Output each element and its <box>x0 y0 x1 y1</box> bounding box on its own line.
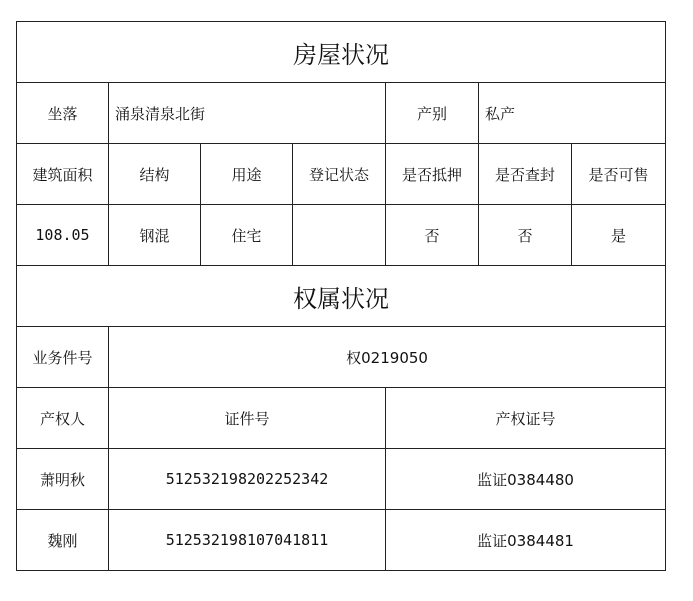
owner-id-number: 512532198202252342 <box>109 449 386 510</box>
header-certificate-number: 产权证号 <box>386 388 666 449</box>
owner-row <box>17 449 666 510</box>
structure-value: 钢混 <box>109 205 201 266</box>
floor-area-value: 108.05 <box>17 205 109 266</box>
owner-id-number: 512532198107041811 <box>109 510 386 571</box>
ownership-type-value: 私产 <box>479 83 666 144</box>
header-owner: 产权人 <box>17 388 109 449</box>
location-value: 涌泉清泉北街 <box>109 83 386 144</box>
usage-value: 住宅 <box>201 205 293 266</box>
location-row <box>17 83 666 144</box>
header-for-sale: 是否可售 <box>572 144 666 205</box>
header-floor-area: 建筑面积 <box>17 144 109 205</box>
owner-header-row <box>17 388 666 449</box>
house-section-title-row <box>17 22 666 83</box>
registration-status-value <box>293 205 386 266</box>
mortgaged-value: 否 <box>386 205 479 266</box>
owner-name: 魏刚 <box>17 510 109 571</box>
header-mortgaged: 是否抵押 <box>386 144 479 205</box>
owner-row <box>17 510 666 571</box>
rights-section-title-row <box>17 266 666 327</box>
house-header-row <box>17 144 666 205</box>
header-id-number: 证件号 <box>109 388 386 449</box>
for-sale-value: 是 <box>572 205 666 266</box>
rights-section-title: 权属状况 <box>17 266 666 327</box>
location-label: 坐落 <box>17 83 109 144</box>
house-section-title: 房屋状况 <box>17 22 666 83</box>
house-values-row <box>17 205 666 266</box>
business-number-value: 权0219050 <box>109 327 666 388</box>
business-number-row <box>17 327 666 388</box>
seized-value: 否 <box>479 205 572 266</box>
header-structure: 结构 <box>109 144 201 205</box>
ownership-type-label: 产别 <box>386 83 479 144</box>
owner-certificate-number: 监证0384481 <box>386 510 666 571</box>
property-record-table <box>16 21 666 571</box>
owner-name: 萧明秋 <box>17 449 109 510</box>
owner-certificate-number: 监证0384480 <box>386 449 666 510</box>
header-seized: 是否查封 <box>479 144 572 205</box>
header-registration-status: 登记状态 <box>293 144 386 205</box>
header-usage: 用途 <box>201 144 293 205</box>
business-number-label: 业务件号 <box>17 327 109 388</box>
